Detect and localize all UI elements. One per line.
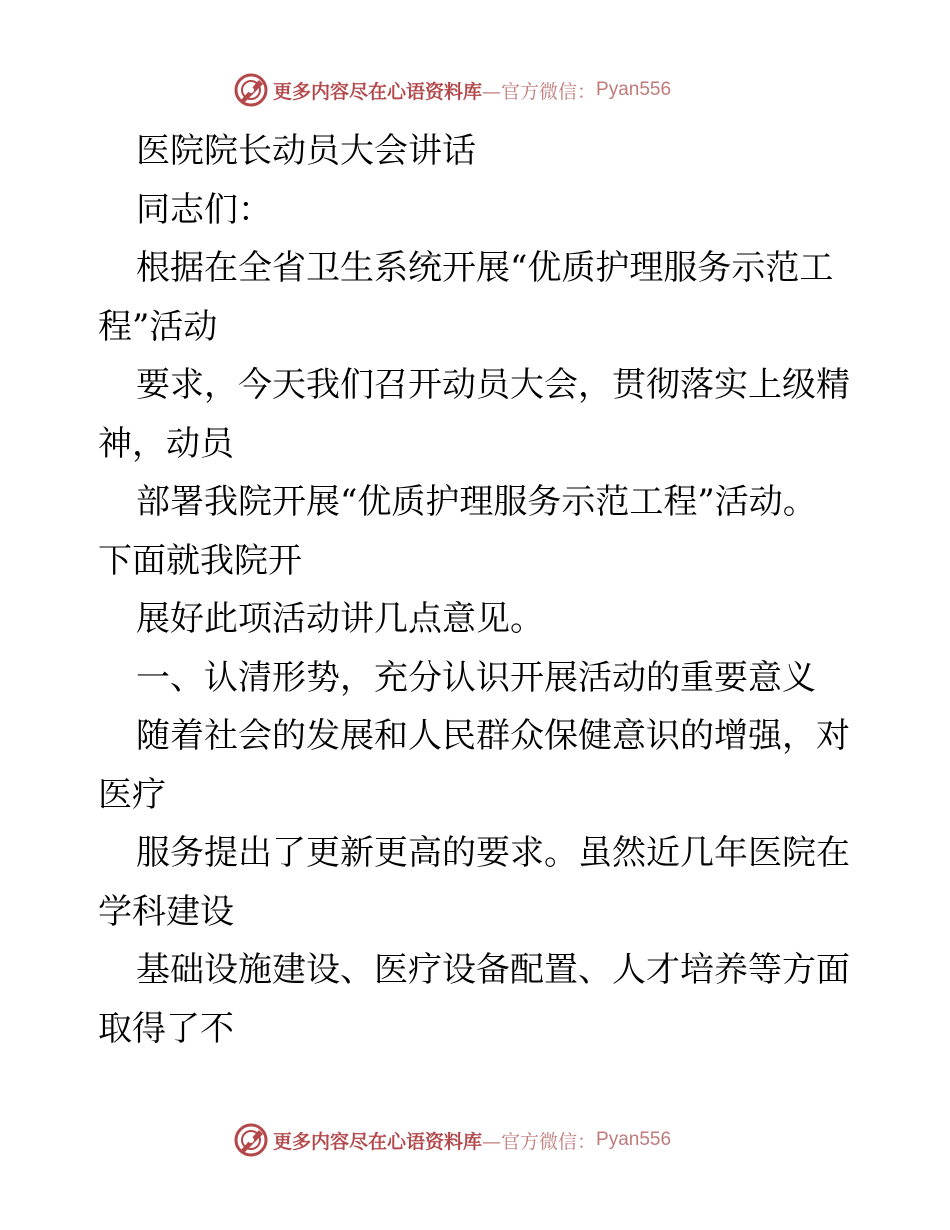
- document-title: 医院院长动员大会讲话: [136, 131, 476, 171]
- paragraph-line: 根据在全省卫生系统开展“优质护理服务示范工: [136, 248, 834, 288]
- document-body: [98, 122, 858, 1058]
- section-heading: 一、认清形势，充分认识开展活动的重要意义: [136, 657, 816, 698]
- paragraph-line: 随着社会的发展和人民群众保健意识的增强，对: [136, 716, 850, 756]
- banner-brand-text: 更多内容尽在心语资料库: [273, 80, 483, 103]
- paragraph-line: 医疗: [98, 774, 166, 815]
- red-seal-logo-icon: [233, 72, 269, 108]
- footer-watermark-banner: [233, 1120, 671, 1160]
- paragraph-line: 神，动员: [98, 423, 234, 464]
- paragraph-line: 要求，今天我们召开动员大会，贯彻落实上级精: [136, 365, 850, 405]
- paragraph-line: 下面就我院开: [98, 540, 302, 581]
- paragraph-line: 学科建设: [98, 891, 234, 932]
- banner-official-label: —官方微信：: [482, 80, 597, 103]
- banner-brand-text: 更多内容尽在心语资料库: [273, 1130, 483, 1153]
- banner-wechat-id: Pyan556: [596, 79, 672, 100]
- paragraph-line: 取得了不: [98, 1008, 234, 1049]
- banner-official-label: —官方微信：: [482, 1130, 597, 1153]
- paragraph-line: 基础设施建设、医疗设备配置、人才培养等方面: [136, 950, 850, 990]
- banner-wechat-id: Pyan556: [596, 1129, 672, 1150]
- header-watermark-banner: [233, 70, 671, 110]
- paragraph-line: 程”活动: [98, 306, 218, 347]
- paragraph-line: 展好此项活动讲几点意见。: [136, 599, 544, 639]
- paragraph-line: 服务提出了更新更高的要求。虽然近几年医院在: [136, 833, 850, 873]
- paragraph-line: 部署我院开展“优质护理服务示范工程”活动。: [136, 482, 817, 522]
- salutation: 同志们：: [136, 189, 272, 230]
- red-seal-logo-icon: [233, 1122, 269, 1158]
